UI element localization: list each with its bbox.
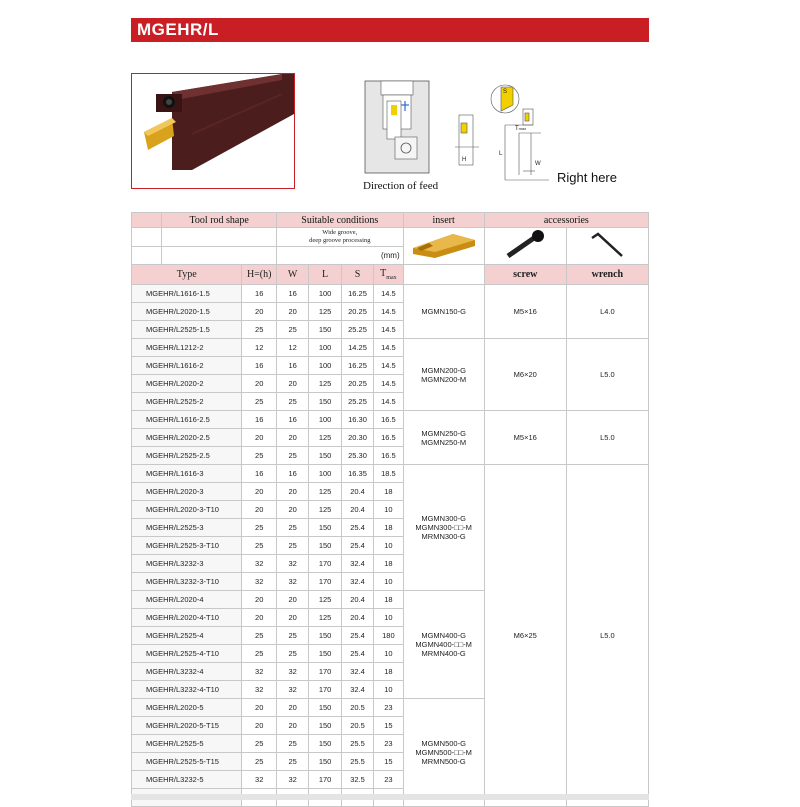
cell-type: MGEHR/L1616-1.5 bbox=[132, 285, 242, 303]
cell-h: 32 bbox=[242, 555, 276, 573]
cell-h: 20 bbox=[242, 591, 276, 609]
cell-s: 20.5 bbox=[341, 699, 373, 717]
label-h: H bbox=[462, 157, 467, 163]
cell-l: 100 bbox=[309, 465, 341, 483]
header-w: W bbox=[276, 265, 308, 285]
cell-h: 16 bbox=[242, 357, 276, 375]
cell-s: 16.30 bbox=[341, 411, 373, 429]
label-l: L bbox=[499, 151, 503, 157]
wrench-image-cell bbox=[566, 228, 648, 265]
cell-w: 16 bbox=[276, 411, 308, 429]
cell-type: MGEHR/L2525-5 bbox=[132, 735, 242, 753]
cell-l: 100 bbox=[309, 411, 341, 429]
cell-h: 25 bbox=[242, 645, 276, 663]
cell-w: 16 bbox=[276, 285, 308, 303]
cell-w: 32 bbox=[276, 771, 308, 789]
cell-type: MGEHR/L1616-2.5 bbox=[132, 411, 242, 429]
cell-h: 20 bbox=[242, 483, 276, 501]
cell-w: 20 bbox=[276, 375, 308, 393]
cell-l: 150 bbox=[309, 627, 341, 645]
cell-w: 32 bbox=[276, 573, 308, 591]
insert-code: MRMN300-G bbox=[421, 532, 466, 541]
cell-s: 32.5 bbox=[341, 771, 373, 789]
cell-l: 150 bbox=[309, 699, 341, 717]
cell-l: 150 bbox=[309, 717, 341, 735]
cell-h: 16 bbox=[242, 285, 276, 303]
wrench-icon bbox=[582, 230, 632, 260]
cell-s: 25.25 bbox=[341, 321, 373, 339]
cell-s: 25.5 bbox=[341, 735, 373, 753]
cell-type: MGEHR/L2020-2 bbox=[132, 375, 242, 393]
label-tmax: Tmax bbox=[515, 126, 527, 132]
cell-s: 32.4 bbox=[341, 573, 373, 591]
cell-w: 20 bbox=[276, 717, 308, 735]
cell-s: 25.4 bbox=[341, 519, 373, 537]
cell-l: 170 bbox=[309, 663, 341, 681]
cell-type: MGEHR/L2020-4-T10 bbox=[132, 609, 242, 627]
cell-h: 20 bbox=[242, 501, 276, 519]
insert-code: MGMN150-G bbox=[421, 307, 466, 316]
cell-type: MGEHR/L2020-4 bbox=[132, 591, 242, 609]
insert-image bbox=[409, 230, 479, 260]
cell-h: 16 bbox=[242, 411, 276, 429]
table-row bbox=[132, 465, 649, 483]
cell-type: MGEHR/L3232-3-T10 bbox=[132, 573, 242, 591]
cell-h: 32 bbox=[242, 663, 276, 681]
insert-code: MGMN400-G bbox=[421, 631, 466, 640]
cell-tmax: 18 bbox=[374, 591, 403, 609]
cell-h: 25 bbox=[242, 735, 276, 753]
cell-type: MGEHR/L1616-2 bbox=[132, 357, 242, 375]
cell-s: 25.4 bbox=[341, 537, 373, 555]
insert-code: MGMN300-G bbox=[421, 514, 466, 523]
cell-tmax: 10 bbox=[374, 681, 403, 699]
cell-l: 150 bbox=[309, 537, 341, 555]
cell-tmax: 16.5 bbox=[374, 447, 403, 465]
unit-label: (mm) bbox=[276, 247, 403, 265]
cell-w: 25 bbox=[276, 735, 308, 753]
cell-l: 150 bbox=[309, 519, 341, 537]
insert-code: MGMN400-□□-M bbox=[415, 640, 472, 649]
header-suitable-conditions: Suitable conditions bbox=[276, 213, 403, 228]
cell-w: 25 bbox=[276, 645, 308, 663]
cell-tmax: 18 bbox=[374, 663, 403, 681]
cell-s: 20.4 bbox=[341, 591, 373, 609]
cell-l: 125 bbox=[309, 483, 341, 501]
cell-s: 20.25 bbox=[341, 375, 373, 393]
header-h: H=(h) bbox=[242, 265, 276, 285]
cell-tmax: 23 bbox=[374, 735, 403, 753]
cell-type: MGEHR/L3232-5 bbox=[132, 771, 242, 789]
header-l: L bbox=[309, 265, 341, 285]
cell-s: 25.5 bbox=[341, 753, 373, 771]
cell-s: 16.25 bbox=[341, 285, 373, 303]
cell-s: 32.4 bbox=[341, 681, 373, 699]
cell-l: 125 bbox=[309, 591, 341, 609]
cell-l: 100 bbox=[309, 285, 341, 303]
cell-h: 25 bbox=[242, 753, 276, 771]
cell-tmax: 14.5 bbox=[374, 357, 403, 375]
cell-s: 20.25 bbox=[341, 303, 373, 321]
cell-w: 20 bbox=[276, 303, 308, 321]
cell-tmax: 18 bbox=[374, 555, 403, 573]
cell-type: MGEHR/L2525-5-T15 bbox=[132, 753, 242, 771]
cell-wrench: L5.0 bbox=[566, 465, 648, 807]
cell-screw: M6×25 bbox=[484, 465, 566, 807]
cell-w: 32 bbox=[276, 681, 308, 699]
cell-l: 170 bbox=[309, 555, 341, 573]
cell-l: 125 bbox=[309, 609, 341, 627]
cell-type: MGEHR/L2525-4 bbox=[132, 627, 242, 645]
cell-h: 16 bbox=[242, 465, 276, 483]
cell-l: 125 bbox=[309, 501, 341, 519]
cell-s: 20.5 bbox=[341, 717, 373, 735]
cell-tmax: 14.5 bbox=[374, 285, 403, 303]
header-insert: insert bbox=[403, 213, 484, 228]
cell-w: 20 bbox=[276, 501, 308, 519]
cell-s: 25.25 bbox=[341, 393, 373, 411]
cell-w: 25 bbox=[276, 519, 308, 537]
cell-s: 25.30 bbox=[341, 447, 373, 465]
cell-l: 100 bbox=[309, 339, 341, 357]
cell-w: 25 bbox=[276, 321, 308, 339]
cell-type: MGEHR/L3232-3 bbox=[132, 555, 242, 573]
cell-type: MGEHR/L2020-3 bbox=[132, 483, 242, 501]
insert-code: MGMN500-□□-M bbox=[415, 748, 472, 757]
insert-code: MRMN400-G bbox=[421, 649, 466, 658]
cell-s: 16.25 bbox=[341, 357, 373, 375]
label-s: S bbox=[503, 89, 508, 95]
cell-type: MGEHR/L2525-1.5 bbox=[132, 321, 242, 339]
cell-tmax: 14.5 bbox=[374, 393, 403, 411]
cell-tmax: 10 bbox=[374, 537, 403, 555]
cell-type: MGEHR/L2525-4-T10 bbox=[132, 645, 242, 663]
header-type: Type bbox=[132, 265, 242, 285]
cell-w: 25 bbox=[276, 447, 308, 465]
cell-tmax: 180 bbox=[374, 627, 403, 645]
cell-h: 25 bbox=[242, 627, 276, 645]
cell-w: 16 bbox=[276, 357, 308, 375]
cell-h: 25 bbox=[242, 393, 276, 411]
insert-code: MGMN300-□□-M bbox=[415, 523, 472, 532]
spec-table bbox=[131, 212, 649, 807]
cell-tmax: 14.5 bbox=[374, 303, 403, 321]
table-row bbox=[132, 339, 649, 357]
header-wrench: wrench bbox=[566, 265, 648, 285]
cell-type: MGEHR/L1212-2 bbox=[132, 339, 242, 357]
page-title: MGEHR/L bbox=[131, 18, 649, 42]
cell-h: 20 bbox=[242, 717, 276, 735]
cell-l: 125 bbox=[309, 303, 341, 321]
cell-h: 20 bbox=[242, 375, 276, 393]
cell-tmax: 14.5 bbox=[374, 321, 403, 339]
cell-tmax: 15 bbox=[374, 753, 403, 771]
cell-s: 20.30 bbox=[341, 429, 373, 447]
cell-l: 150 bbox=[309, 645, 341, 663]
cell-s: 16.35 bbox=[341, 465, 373, 483]
cell-l: 170 bbox=[309, 573, 341, 591]
cell-type: MGEHR/L2525-2.5 bbox=[132, 447, 242, 465]
cell-screw: M5×16 bbox=[484, 285, 566, 339]
cell-w: 32 bbox=[276, 555, 308, 573]
cell-insert bbox=[403, 285, 484, 339]
cell-type: MGEHR/L2525-3-T10 bbox=[132, 537, 242, 555]
cell-tmax: 14.5 bbox=[374, 375, 403, 393]
bottom-strip bbox=[131, 790, 649, 800]
cell-type: MGEHR/L2020-2.5 bbox=[132, 429, 242, 447]
cell-insert bbox=[403, 591, 484, 699]
cell-tmax: 18 bbox=[374, 483, 403, 501]
cell-tmax: 10 bbox=[374, 573, 403, 591]
cell-h: 25 bbox=[242, 537, 276, 555]
cell-w: 25 bbox=[276, 627, 308, 645]
cell-h: 25 bbox=[242, 321, 276, 339]
cell-l: 125 bbox=[309, 429, 341, 447]
insert-code: MGMN200-G bbox=[421, 365, 466, 375]
cell-insert bbox=[403, 411, 484, 465]
cell-tmax: 23 bbox=[374, 771, 403, 789]
cell-h: 32 bbox=[242, 771, 276, 789]
cell-wrench: L4.0 bbox=[566, 285, 648, 339]
cell-wrench: L5.0 bbox=[566, 339, 648, 411]
cell-screw: M6×20 bbox=[484, 339, 566, 411]
insert-code: MGMN200-M bbox=[421, 374, 467, 384]
cell-type: MGEHR/L2020-3-T10 bbox=[132, 501, 242, 519]
cell-h: 20 bbox=[242, 429, 276, 447]
cell-screw: M5×16 bbox=[484, 411, 566, 465]
screw-image-cell bbox=[484, 228, 566, 265]
table-row bbox=[132, 411, 649, 429]
cell-tmax: 10 bbox=[374, 501, 403, 519]
cell-w: 32 bbox=[276, 663, 308, 681]
caption-right-here: Right here bbox=[557, 170, 617, 185]
insert-code: MGMN250-M bbox=[421, 437, 467, 447]
cell-h: 25 bbox=[242, 519, 276, 537]
cell-s: 14.25 bbox=[341, 339, 373, 357]
cell-tmax: 10 bbox=[374, 609, 403, 627]
cell-type: MGEHR/L2020-5 bbox=[132, 699, 242, 717]
cell-type: MGEHR/L1616-3 bbox=[132, 465, 242, 483]
cell-w: 20 bbox=[276, 609, 308, 627]
cell-l: 150 bbox=[309, 393, 341, 411]
cell-type: MGEHR/L2525-2 bbox=[132, 393, 242, 411]
insert-code: MGMN500-G bbox=[421, 739, 466, 748]
cell-w: 25 bbox=[276, 537, 308, 555]
caption-feed-direction: Direction of feed bbox=[363, 180, 439, 192]
cell-h: 25 bbox=[242, 447, 276, 465]
cell-l: 150 bbox=[309, 321, 341, 339]
cell-w: 25 bbox=[276, 753, 308, 771]
cell-tmax: 14.5 bbox=[374, 339, 403, 357]
header-accessories: accessories bbox=[484, 213, 648, 228]
cell-s: 20.4 bbox=[341, 609, 373, 627]
cell-l: 150 bbox=[309, 447, 341, 465]
cell-tmax: 10 bbox=[374, 645, 403, 663]
cell-insert bbox=[403, 465, 484, 591]
cell-s: 25.4 bbox=[341, 627, 373, 645]
cell-type: MGEHR/L3232-4-T10 bbox=[132, 681, 242, 699]
cell-s: 20.4 bbox=[341, 501, 373, 519]
cell-s: 32.4 bbox=[341, 663, 373, 681]
cell-h: 20 bbox=[242, 303, 276, 321]
corner-cell bbox=[132, 213, 162, 228]
cell-insert bbox=[403, 339, 484, 411]
cell-l: 170 bbox=[309, 771, 341, 789]
cell-l: 170 bbox=[309, 681, 341, 699]
cell-w: 20 bbox=[276, 483, 308, 501]
cell-s: 25.4 bbox=[341, 645, 373, 663]
cell-type: MGEHR/L2525-3 bbox=[132, 519, 242, 537]
cell-h: 12 bbox=[242, 339, 276, 357]
header-screw: screw bbox=[484, 265, 566, 285]
screw-image bbox=[500, 230, 550, 260]
cell-w: 20 bbox=[276, 429, 308, 447]
cell-w: 12 bbox=[276, 339, 308, 357]
cell-w: 20 bbox=[276, 591, 308, 609]
conditions-note: Wide groove, deep groove processing bbox=[276, 228, 403, 247]
cell-wrench: L5.0 bbox=[566, 411, 648, 465]
cell-s: 20.4 bbox=[341, 483, 373, 501]
cell-h: 20 bbox=[242, 699, 276, 717]
cell-s: 32.4 bbox=[341, 555, 373, 573]
cell-l: 150 bbox=[309, 753, 341, 771]
label-w: W bbox=[535, 161, 541, 167]
cell-type: MGEHR/L2020-1.5 bbox=[132, 303, 242, 321]
header-s: S bbox=[341, 265, 373, 285]
cell-w: 20 bbox=[276, 699, 308, 717]
cell-w: 25 bbox=[276, 393, 308, 411]
cell-tmax: 18.5 bbox=[374, 465, 403, 483]
cell-tmax: 23 bbox=[374, 699, 403, 717]
cell-tmax: 16.5 bbox=[374, 411, 403, 429]
cell-l: 125 bbox=[309, 375, 341, 393]
cell-w: 16 bbox=[276, 465, 308, 483]
cell-h: 20 bbox=[242, 609, 276, 627]
cell-tmax: 15 bbox=[374, 717, 403, 735]
cell-l: 100 bbox=[309, 357, 341, 375]
product-photo bbox=[131, 73, 295, 189]
table-row bbox=[132, 285, 649, 303]
cell-h: 32 bbox=[242, 573, 276, 591]
feed-direction-diagram bbox=[365, 81, 429, 173]
header-tool-rod-shape: Tool rod shape bbox=[162, 213, 277, 228]
insert-image-cell bbox=[403, 228, 484, 265]
cell-tmax: 18 bbox=[374, 519, 403, 537]
header-tmax: $T_{max}$ bbox=[374, 265, 403, 285]
insert-code: MGMN250-G bbox=[421, 428, 466, 438]
cell-h: 32 bbox=[242, 681, 276, 699]
insert-code: MRMN500-G bbox=[421, 757, 466, 766]
cell-l: 150 bbox=[309, 735, 341, 753]
cell-type: MGEHR/L2020-5-T15 bbox=[132, 717, 242, 735]
cell-tmax: 16.5 bbox=[374, 429, 403, 447]
cell-type: MGEHR/L3232-4 bbox=[132, 663, 242, 681]
